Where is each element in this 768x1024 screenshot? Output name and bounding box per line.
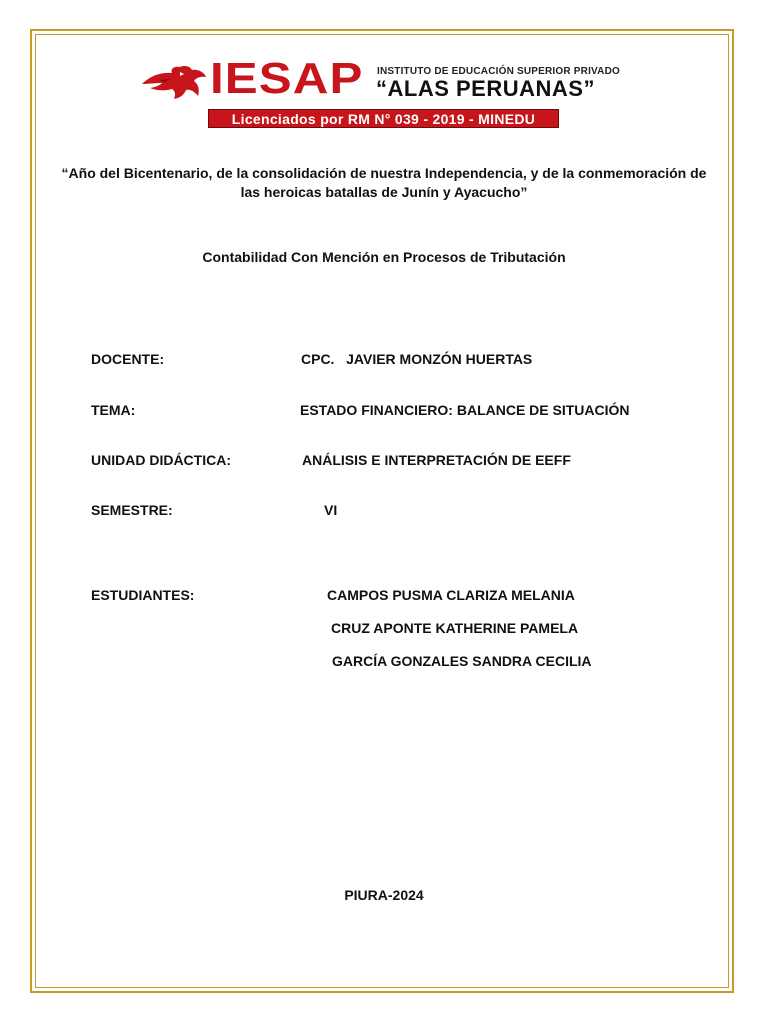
semestre-value: VI	[324, 502, 338, 518]
year-motto: “Año del Bicentenario, de la consolidación de nuestra Independencia, y de la conmemoración de las heroicas batallas de Junín y Ayacucho”	[61, 165, 707, 200]
unidad-label: UNIDAD DIDÁCTICA:	[91, 452, 231, 468]
docente-label: DOCENTE:	[91, 351, 165, 367]
student-name: CAMPOS PUSMA CLARIZA MELANIA	[327, 587, 575, 603]
institute-logo	[140, 54, 630, 134]
unidad-value: ANÁLISIS E INTERPRETACIÓN DE EEFF	[302, 452, 571, 468]
semestre-label: SEMESTRE:	[91, 502, 173, 518]
bird-emblem-icon	[140, 64, 208, 100]
logo-wordmark: IESAP	[210, 54, 364, 103]
career-title: Contabilidad Con Mención en Procesos de Tributación	[202, 249, 566, 265]
tema-label: TEMA:	[91, 402, 136, 418]
student-name: GARCÍA GONZALES SANDRA CECILIA	[332, 653, 592, 669]
student-name: CRUZ APONTE KATHERINE PAMELA	[331, 620, 579, 636]
docente-value: CPC. JAVIER MONZÓN HUERTAS	[301, 351, 533, 367]
estudiantes-label: ESTUDIANTES:	[91, 587, 195, 603]
place-year: PIURA-2024	[344, 887, 424, 903]
institute-name: “ALAS PERUANAS”	[376, 76, 595, 101]
license-band: Licenciados por RM N° 039 - 2019 - MINEDU	[208, 109, 559, 128]
institute-type-line: INSTITUTO DE EDUCACIÓN SUPERIOR PRIVADO	[377, 66, 621, 77]
tema-value: ESTADO FINANCIERO: BALANCE DE SITUACIÓN	[300, 402, 630, 418]
